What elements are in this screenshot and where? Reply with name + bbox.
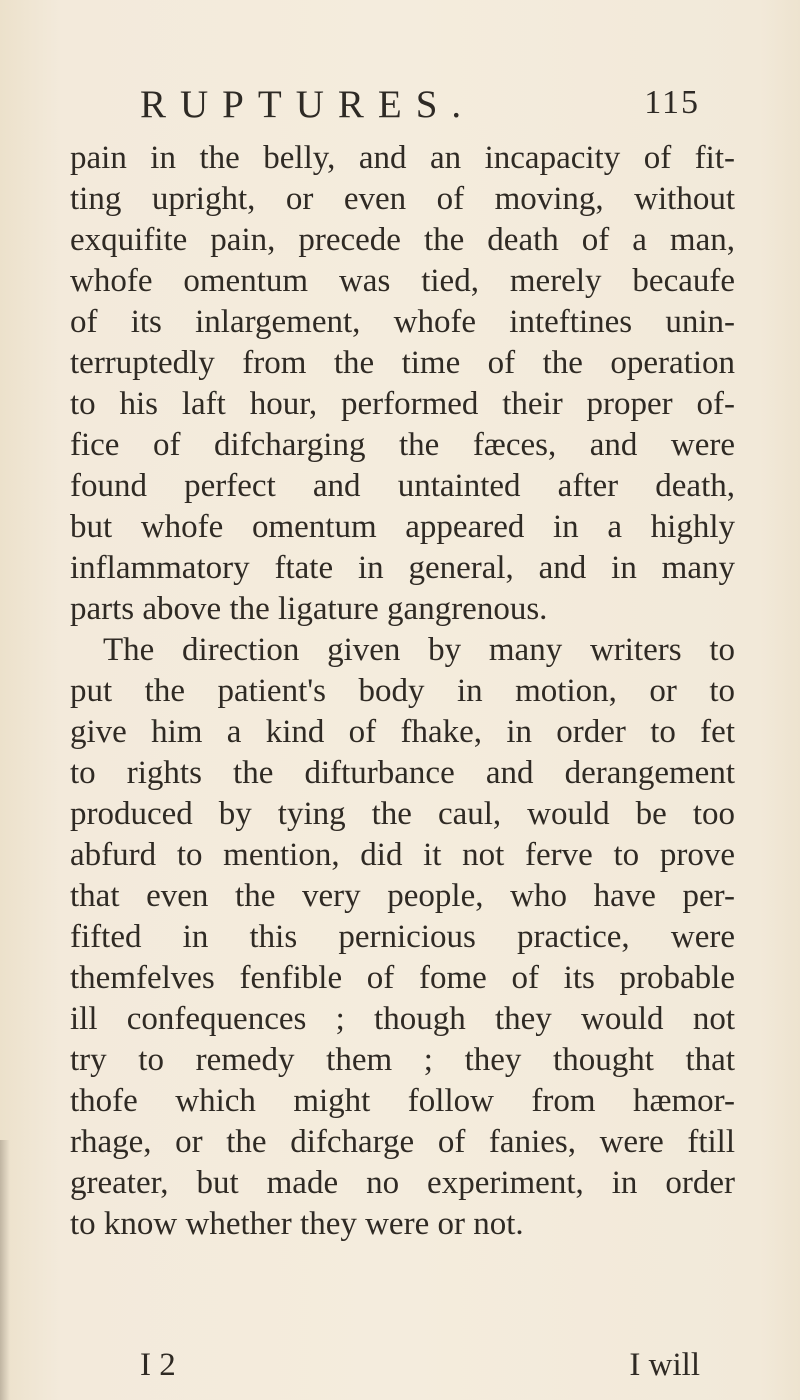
text-line: to know whether they were or not.: [70, 1206, 524, 1242]
running-head: RUPTURES.: [140, 83, 476, 126]
text-line: inflammatory ftate in general, and in many: [70, 550, 735, 586]
text-line: fice of difcharging the fæces, and were: [70, 427, 735, 463]
text-line: that even the very people, who have per-: [70, 878, 735, 914]
text-line: ill confequences ; though they would not: [70, 1001, 735, 1037]
text-line: give him a kind of fhake, in order to fet: [70, 714, 735, 750]
page-header: [140, 82, 700, 132]
page-number: 115: [644, 84, 700, 121]
text-line: abfurd to mention, did it not ferve to prove: [70, 837, 735, 873]
text-line: but whofe omentum appeared in a highly: [70, 509, 735, 545]
page-edge-shadow: [0, 1140, 10, 1400]
text-line: whofe omentum was tied, merely becaufe: [70, 263, 735, 299]
text-line: thofe which might follow from hæmor-: [70, 1083, 735, 1119]
text-line: greater, but made no experiment, in order: [70, 1165, 735, 1201]
text-line: exquifite pain, precede the death of a man,: [70, 222, 735, 258]
text-line: ting upright, or even of moving, without: [70, 181, 735, 217]
text-line: put the patient's body in motion, or to: [70, 673, 735, 709]
text-line: of its inlargement, whofe inteftines unin-: [70, 304, 735, 340]
catchword: I will: [629, 1347, 700, 1383]
signature-mark: I 2: [140, 1347, 176, 1383]
text-line: pain in the belly, and an incapacity of fit-: [70, 140, 735, 176]
text-line: to rights the difturbance and derangement: [70, 755, 735, 791]
text-line: to his laft hour, performed their proper of-: [70, 386, 735, 422]
text-line: parts above the ligature gangrenous.: [70, 591, 548, 627]
text-line: terruptedly from the time of the operation: [70, 345, 735, 381]
text-line: try to remedy them ; they thought that: [70, 1042, 735, 1078]
text-line: found perfect and untainted after death,: [70, 468, 735, 504]
text-line: fifted in this pernicious practice, were: [70, 919, 735, 955]
text-line: themfelves fenfible of fome of its probable: [70, 960, 735, 996]
text-line: produced by tying the caul, would be too: [70, 796, 735, 832]
text-line: rhage, or the difcharge of fanies, were ftill: [70, 1124, 735, 1160]
body-text: [70, 138, 735, 1245]
text-line: The direction given by many writers to: [103, 632, 735, 668]
